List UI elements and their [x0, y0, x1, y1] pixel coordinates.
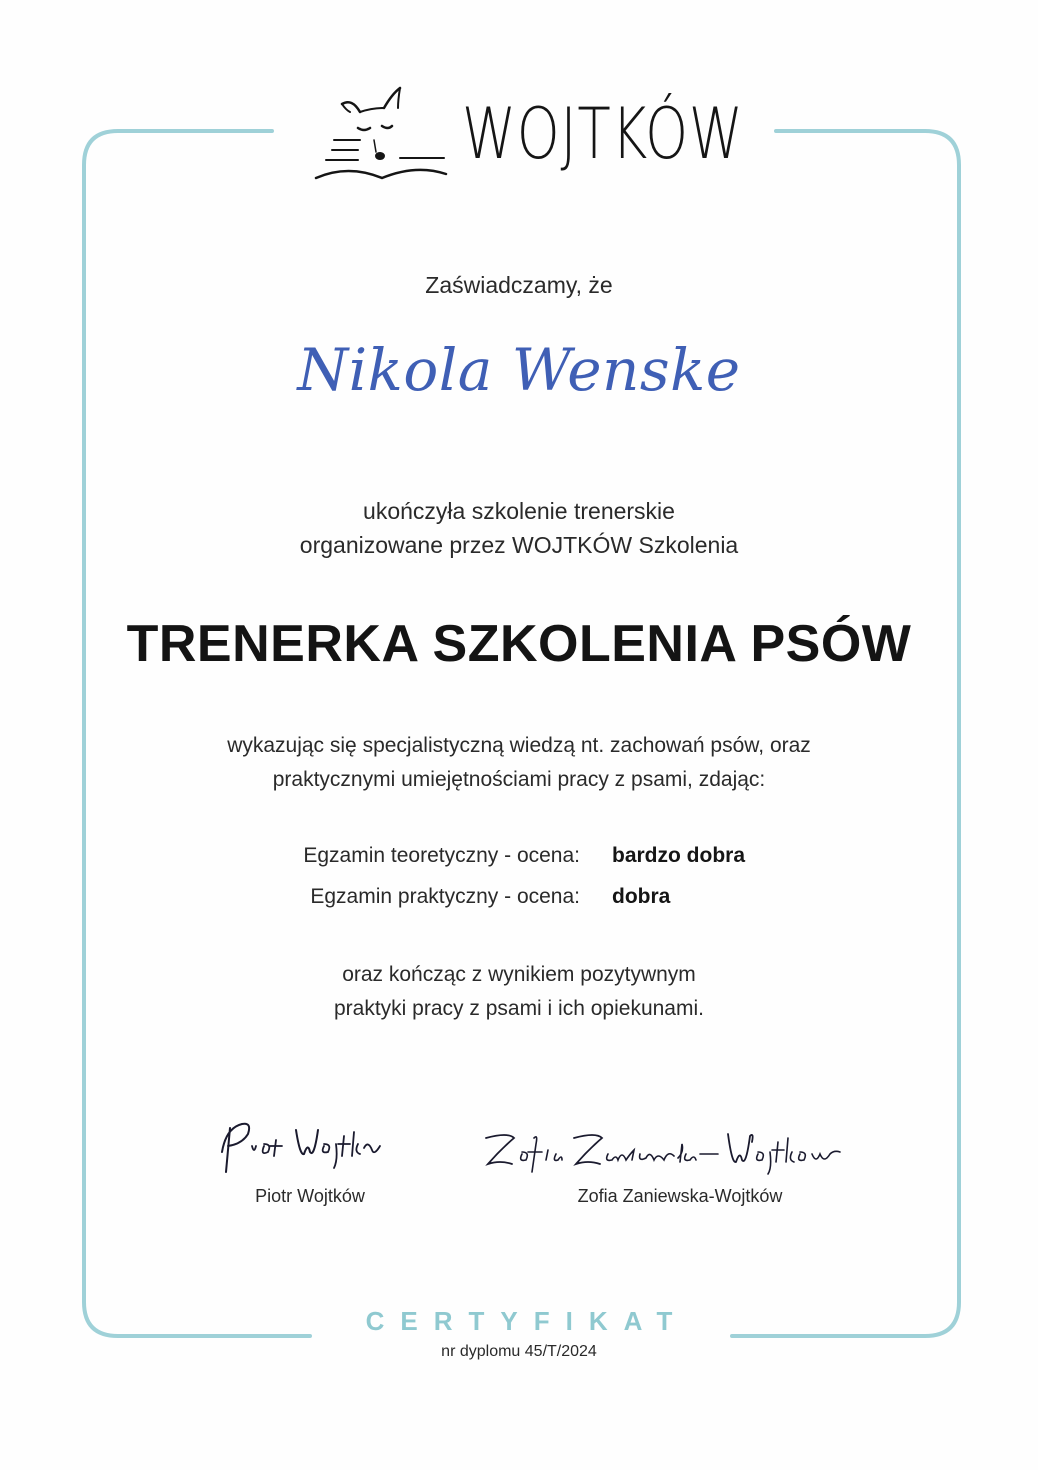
signer-name: Piotr Wojtków	[255, 1186, 365, 1206]
details-line-1: wykazując się specjalistyczną wiedzą nt. zachowań psów, oraz	[227, 734, 811, 757]
brand-name: WOJTKÓW	[462, 93, 744, 175]
brand-logo	[312, 82, 744, 192]
exam-label: Egzamin praktyczny - ocena:	[310, 885, 580, 908]
completion-line-2: organizowane przez WOJTKÓW Szkolenia	[299, 532, 739, 558]
exam-label: Egzamin teoretyczny - ocena:	[303, 844, 580, 867]
signature-piotr	[212, 1116, 392, 1178]
details-text	[0, 729, 1038, 797]
certificate-label: CERTYFIKAT	[365, 1306, 689, 1336]
completion-line-1: ukończyła szkolenie trenerskie	[363, 498, 675, 524]
details-line-2: praktycznymi umiejętnościami pracy z psami, zdając:	[272, 768, 766, 791]
dog-book-icon	[312, 82, 452, 192]
completion-text	[0, 494, 1038, 562]
closing-line-2: praktyki pracy z psami i ich opiekunami.	[334, 997, 704, 1020]
intro-text: Zaświadczamy, że	[425, 272, 613, 298]
signer-name: Zofia Zaniewska-Wojtków	[577, 1186, 783, 1206]
diploma-number: nr dyplomu 45/T/2024	[441, 1343, 597, 1360]
signature-zofia	[478, 1124, 848, 1178]
exam-row-theory	[0, 844, 1038, 878]
certificate-title: TRENERKA SZKOLENIA PSÓW	[126, 615, 912, 673]
closing-text	[0, 958, 1038, 1026]
recipient-name: Nikola Wenske	[297, 336, 741, 404]
closing-line-1: oraz kończąc z wynikiem pozytywnym	[342, 963, 696, 986]
exam-grade: dobra	[612, 885, 671, 908]
exam-row-practice	[0, 885, 1038, 919]
exam-grade: bardzo dobra	[612, 844, 746, 867]
